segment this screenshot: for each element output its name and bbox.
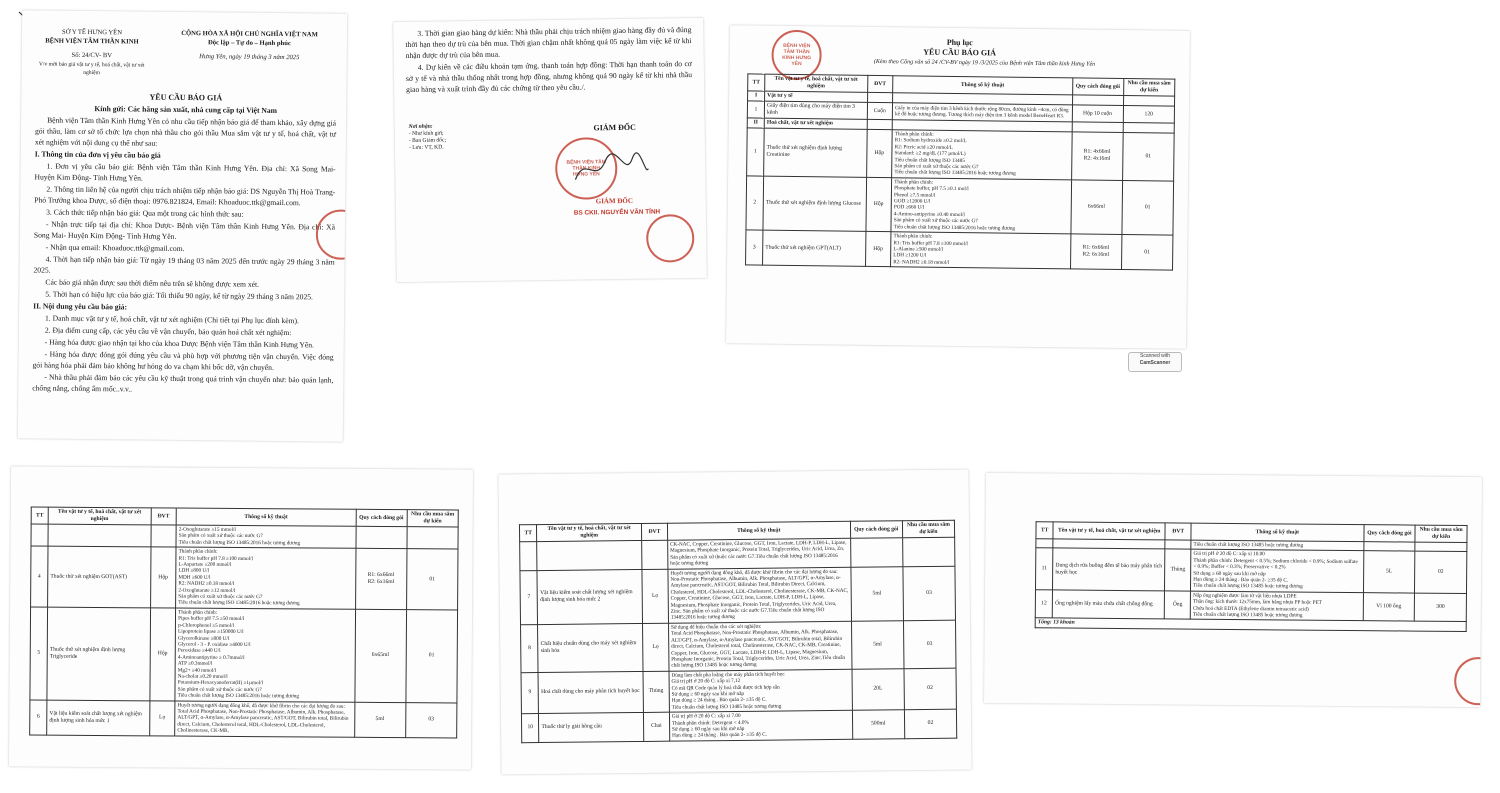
col-header-spec: Thông số kỹ thuật <box>176 508 355 526</box>
cell-spec: Thành phần chính: Pipes buffer pH 7.5 ≥50 mmol/l p-Chlorophenol ≥5 mmol/l Lipoprotein lipase ≥150000 U/l Glycerolkinase ≥800 U/l Glycerol - 3 - P. oxidase ≥4000 U/l Peroxidase ≥440 U/l 4-Aminoantipyrine ≥ 0.7mmol/l ATP ≥0.3mmol/l Mg2+ ≥40 mmol/l Na-cholat ≥0.20 mmol/l Potassium-Hexacyanoferrat(II) ≥1µmol/l Sản phẩm có xuất xứ thuộc các nước G7 Tiêu chuẩn chất lượng ISO 13485:2016 hoặc tương đương <box>175 608 355 702</box>
recipient-item: - Lưu: VT, KD. <box>408 144 444 151</box>
table-body <box>520 537 957 742</box>
cell-pack: 500ml <box>852 710 904 739</box>
cell-pack: Hộp 10 cuộn <box>1072 105 1123 123</box>
cell-qty: 03 <box>903 566 956 621</box>
cell-spec: 2-Oxoglutarate ≥15 mmol/l Sản phẩm có xuất xứ thuộc các nước G7 Tiêu chuẩn chất lượng ISO 13485:2016 hoặc tương đương <box>176 525 355 548</box>
addressee: Kính gửi: Các hãng sản xuất, nhà cung cấp tại Việt Nam <box>94 104 278 115</box>
cell-name: Thuốc thử xét nghiệm GOT(AST) <box>48 546 151 607</box>
table-body <box>746 91 1175 270</box>
paragraph: - Nhà thầu phải đảm bảo các yêu cầu kỹ thuật trong quá trình vận chuyển như: bảo quản lạnh, chống nắng, chống ẩm mốc..v.v.. <box>32 372 334 394</box>
col-header-qty: Nhu cầu mua sắm dự kiến <box>902 520 954 538</box>
requirements-table <box>519 520 957 743</box>
table-row <box>1035 590 1466 622</box>
cell-spec: Thành phần chính: Phosphate buffer, pH 7.5 ≥0.1 mol/l Phenol ≥7.5 mmol/l GOD ≥12000 U/l POD ≥660 U/l 4-Amino-antipyrine ≥0.40 mmol/l Sản phẩm có xuất xứ thuộc các nước G7 Tiêu chuẩn chất lượng ISO 13485:2016 hoặc tương đương <box>891 178 1071 234</box>
table-row <box>1035 548 1466 593</box>
signer-name: BS CKII. NGUYỄN VĂN TỈNH <box>573 208 661 217</box>
scanner-line2: CamScanner <box>1139 360 1171 366</box>
cell-tt: 3 <box>746 230 764 265</box>
cell-tt: 2 <box>746 176 764 230</box>
col-header-name: Tên vật tư y tế, hoá chất, vật tư xét nghiệm <box>1053 522 1165 540</box>
cell-tt: 6 <box>30 700 47 735</box>
cell-tt: 10 <box>521 714 539 743</box>
table-row <box>31 546 458 610</box>
cell-name: Thuốc thử xét nghiệm định lượng Creatinine <box>764 128 867 177</box>
cell-tt <box>520 542 538 571</box>
appendix-page-3 <box>498 470 971 775</box>
col-header-qty: Nhu cầu mua sắm dự kiến <box>1123 79 1174 97</box>
appendix-page-2 <box>9 466 473 769</box>
recipient-item: - Như kính gửi; <box>408 130 444 137</box>
scanner-line1: Scanned with <box>1139 353 1171 359</box>
cell-tt: 11 <box>1035 548 1053 590</box>
cell-pack: 5L <box>1363 551 1415 593</box>
col-header-name: Tên vật tư y tế, hoá chất, vật tư xét nghiệm <box>48 507 151 525</box>
cell-qty: 03 <box>903 620 956 668</box>
cell-qty: 01 <box>1121 235 1173 271</box>
paragraph: 4. Dự kiến về các điều khoản tạm ứng, thanh toán hợp đồng: Thời hạn thanh toán do cơ sở y tế và nhà thầu thống nhất trong hợp đồng, nhưng không quá 90 ngày kể từ khi nhà thầu giao hàng và xuất trình đầy đủ các chứng từ theo yêu cầu./. <box>405 59 693 95</box>
paragraph: 3. Cách thức tiếp nhận báo giá: Qua một trong các hình thức sau: <box>46 207 244 219</box>
col-header-unit: ĐVT <box>867 75 893 92</box>
issuer-hospital: BỆNH VIỆN TÂM THẦN KINH <box>45 37 139 46</box>
appendix-table-wrap <box>1035 521 1468 632</box>
appendix-table-wrap <box>745 73 1175 270</box>
doc-subject: V/v mời báo giá vật tư y tế, hoá chất, vật tư xét nghiệm <box>38 60 145 77</box>
paragraph: - Nhận trực tiếp tại địa chỉ: Khoa Dược- Bệnh viện Tâm thần Kinh Hưng Yên. Địa chỉ: Xã Song Mai- Huyện Kim Động- Tỉnh Hưng Yên. <box>33 219 336 241</box>
cell-unit: Hộp <box>865 177 891 232</box>
cell-spec: Dùng làm chất pha loãng cho máy phân tích huyết học Giá trị pH ở 20 độ C: xấp xỉ 7,12 Có mã QR Code quản lý hoá chất được tích hợp sẵn Sử dụng ≥ 60 ngày sau khi mở nắp Hạn dùng ≥ 24 tháng . Bảo quản 2- ≥35 độ C. Tiêu chuẩn chất lượng ISO 13485 hoặc tương đương <box>669 669 852 712</box>
signature-block <box>545 122 685 133</box>
letter-page-2 <box>393 18 707 282</box>
doc-number: Số: 24/CV- BV <box>71 51 113 60</box>
table-row <box>521 668 956 714</box>
cell-name: Vật liệu kiểm soát chất lượng xét nghiệm định lượng sinh hóa mức 1 <box>47 700 150 736</box>
cell-tt <box>31 524 48 546</box>
paragraph: Bệnh viện Tâm thần Kinh Hưng Yên có nhu cầu tiếp nhận báo giá để tham khảo, xây dựng giá gói thầu, làm cơ sở tổ chức lựa chọn nhà thầu cho gói thầu Mua sắm vật tư y tế, hoá chất, vật tư xét nghiệm với nội dung cụ thể như sau: <box>34 115 337 148</box>
cell-unit <box>867 119 893 129</box>
col-header-pack: Quy cách đóng gói <box>356 509 407 526</box>
cell-unit: Hộp <box>149 608 175 701</box>
col-header-pack: Quy cách đóng gói <box>850 521 902 539</box>
paragraph: 2. Thông tin liên hệ của người chịu trách nhiệm tiếp nhận báo giá: DS Nguyễn Thị Hoà Trang- Phó Trưởng khoa Dược, số điện thoại: 0976.821824, Email: Khoaduoc.ttk@gmail.com. <box>34 184 336 208</box>
paragraph: - Hàng hóa được giao nhận tại kho của khoa Dược Bệnh viện Tâm thần Kinh Hưng Yên. <box>44 337 315 350</box>
signer-title: GIÁM ĐỐC <box>593 122 636 133</box>
table-row <box>520 566 956 625</box>
cell-pack: 5ml <box>851 566 904 621</box>
cell-qty: 01 <box>406 610 458 703</box>
cell-pack: 20L <box>852 668 905 710</box>
letter-title: YÊU CẦU BÁO GIÁ <box>149 92 223 103</box>
nation-motto: Độc lập – Tự do – Hạnh phúc <box>207 38 291 47</box>
cell-spec: Huyết tương người dạng đông khô, đã được khử fibrin cho các đại lượng đo sau: Non-Prostatic Phosphatase, Albumin, Alk. Phosphatase, ALT/GPT, α-Amylase, α-Amylase pancreatic, AST/GOT, Bilirubin Total, Bilirubin Direct, Calcium, Cholesterol, HDL-Cholesterol, LDL-Cholesterol, Cholinesterase, CK-MB, CK-NAC, Copper, Creatinine, Glucose, GGT, Iron, Lactate, LDH-P, LDH-L, Lipase, Magnesium, Phosphate Inorganic, Protein Total, Triglycerides, Uric Acid, Urea, Zinc. Sản phẩm có xuất xứ thuộc các nước G7.Tiêu chuẩn chất lượng ISO 13485:2016 hoặc tương đương <box>668 567 851 623</box>
cell-tt: II <box>747 118 764 128</box>
paragraph: 2. Địa điểm cung cấp, các yêu cầu về vận chuyển, bảo quản hoá chất xét nghiệm: <box>44 325 292 338</box>
col-header-unit: ĐVT <box>641 523 667 540</box>
cell-pack: 5ml <box>851 621 904 669</box>
cell-pack <box>1363 542 1415 552</box>
recipients-block <box>409 123 447 152</box>
col-header-pack: Quy cách đóng gói <box>1072 78 1123 96</box>
cell-tt: 1 <box>747 101 764 118</box>
col-header-tt: TT <box>748 74 765 91</box>
table-row <box>746 230 1173 270</box>
cell-unit: Hộp <box>865 231 891 266</box>
cell-pack <box>355 526 406 549</box>
issuer-department: SỞ Y TẾ HƯNG YÊN <box>62 28 123 37</box>
cell-name: Dung dịch rửa buồng đếm tế bào máy phân tích huyết học <box>1053 548 1165 590</box>
cell-unit <box>1165 540 1191 550</box>
cell-tt: 9 <box>521 672 539 714</box>
col-header-tt: TT <box>1036 522 1053 539</box>
paragraph: - Nhận qua email: Khoaduoc.ttk@gmail.com. <box>45 242 185 254</box>
paragraph: - Hàng hóa được đóng gói đúng yêu cầu và phù hợp với phương tiện vận chuyển. Việc đóng gói hàng hóa phải đảm bảo không hư hỏng do va chạm khi bốc dỡ, vận chuyển. <box>32 349 334 372</box>
cell-spec: Giấy in của máy điện tim 3 kênh kích thước rộng 80cm, đường kính ~4cm, có đồng kê đô hoặc tương đương. Tương thích máy điện tim 3 kênh model BeneHeart R3. <box>892 103 1072 122</box>
requirements-table <box>29 507 459 739</box>
table-row <box>521 709 956 742</box>
cell-tt: 12 <box>1035 590 1052 619</box>
cell-pack: 5ml <box>354 702 405 737</box>
cell-name: Thuốc thử xét nghiệm định lượng Triglyceride <box>47 607 150 700</box>
cell-name: Chất hiệu chuẩn dùng cho máy xét nghiệm sinh hóa <box>538 623 643 672</box>
cell-tt <box>1036 539 1053 549</box>
cell-pack: 6x65ml <box>354 609 406 702</box>
partial-stamp <box>1454 657 1482 705</box>
cell-spec: Giá trị pH ở 20 độ C: xấp xỉ 10.00 Thành phần chính: Detergent < 0.5%; Sodium chloride < 0.9%; Sodium sulfate < 0.9%; Buffer < 0.3%; Preservative < 0.2% Sử dụng ≥ 60 ngày sau khi mở nắp Hạn dùng ≥ 24 tháng . Bảo quản 2- ≥35 độ C. Tiêu chuẩn chất lượng ISO 13485 hoặc tương đương <box>1191 550 1364 593</box>
requirements-table <box>745 73 1175 270</box>
cell-qty <box>1123 123 1174 134</box>
cell-name: Vật tư y tế <box>765 91 868 102</box>
cell-name: Giấy điện tim dùng cho máy điện tim 3 kênh <box>764 101 867 119</box>
cell-unit <box>867 92 893 102</box>
cell-unit: Hộp <box>866 129 892 177</box>
cell-tt: 5 <box>30 607 48 700</box>
col-header-qty: Nhu cầu mua sắm dự kiến <box>407 510 458 527</box>
cell-spec: Thành phần chính: R1: Sodium hydroxide ≥0.2 mol/L R2: Picric acid ≥20 mmol/L Standard: ≥2 mg/dL (177 µmol/L) Tiêu chuẩn chất lượng ISO 13485 Sản phẩm có xuất xứ thuộc các nước G7 Tiêu chuẩn chất lượng ISO 13485:2016 hoặc tương đương <box>892 130 1072 180</box>
stamp-text: BỆNH VIỆN TÂM THẦN KINH HƯNG YÊN <box>566 159 606 178</box>
col-header-spec: Thông số kỹ thuật <box>667 521 850 540</box>
cell-unit: Thùng <box>643 671 670 713</box>
issuer-block <box>32 28 153 78</box>
cell-spec: Huyết tương người dạng đông khô, đã được khử fibrin cho các đại lượng đo sau: Total Acid Phosphatase, Non-Prostatic Phosphatase, Albumin, Alk. Phosphatase, ALT/GPT, α-Amylase, α-Amylase pancreatic, AST/GOT, Bilirubin total, Bilirubin direct, Calcium, Cholesterol total, HDL-Cholesterol, LDL-Cholesterol, Cholinesterase, CK-MB, <box>175 701 355 737</box>
letter-page-1 <box>18 10 347 441</box>
cell-unit: Cuộn <box>867 102 893 119</box>
paragraph: 5. Thời hạn có hiệu lực của báo giá: Tối thiểu 90 ngày, kể từ ngày 29 tháng 3 năm 2025. <box>45 289 314 302</box>
section-heading: I. Thông tin của đơn vị yêu cầu báo giá <box>34 149 161 160</box>
cell-unit: Hộp <box>150 547 176 608</box>
cell-name <box>48 524 151 547</box>
cell-name: Thuốc thử ly giải hồng cầu <box>539 713 644 743</box>
appendix-subtitle: YÊU CẦU BÁO GIÁ <box>923 47 997 58</box>
paragraph: 3. Thời gian giao hàng dự kiến: Nhà thầu phải chịu trách nhiệm giao hàng đầy đủ và đúng thời hạn theo dự trù của bên mua. Thời gian chậm nhất không quá 05 ngày làm việc kể từ khi nhận được dự trù của bên mua. <box>405 25 692 61</box>
col-header-spec: Thông số kỹ thuật <box>1191 523 1364 542</box>
paragraph: 1. Đơn vị yêu cầu báo giá: Bệnh viện Tâm thần Kinh Hưng Yên. Địa chỉ: Xã Song Mai- Huyện Kim Động- Tỉnh Hưng Yên. <box>34 161 336 183</box>
letter-body-continued <box>405 24 692 96</box>
cell-pack: R1: 6x66ml R2: 6x16ml <box>355 549 407 610</box>
table-body <box>30 524 458 738</box>
cell-qty: 02 <box>904 668 957 710</box>
col-header-pack: Quy cách đóng gói <box>1363 525 1415 542</box>
cell-spec: Thành phần chính: R1: Tris buffer pH 7.8 ≥100 mmol/l L-Aspartate ≥200 mmol/l LDH ≥800 U/l MDH ≥600 U/l R2: NADH2 ≥0.18 mmol/l 2-Oxoglutarate ≥12 mmol/l Sản phẩm có xuất xứ thuộc các nước G7 Tiêu chuẩn chất lượng ISO 13485:2016 hoặc tương đương <box>176 547 356 609</box>
cell-spec: Thành phần chính: R1: Tris buffer pH 7.8 ≥100 mmol/l L-Alanine ≥500 mmol/l LDH ≥1200 U/l R2: NADH2 ≥0.18 mmol/l <box>891 232 1071 269</box>
col-header-unit: ĐVT <box>1165 523 1191 540</box>
signature-scribble <box>570 149 651 190</box>
cell-qty: 02 <box>1415 551 1467 593</box>
cell-qty <box>1123 96 1174 107</box>
cell-pack: Vỉ 100 ống <box>1363 592 1415 621</box>
cell-name: Thuốc thử xét nghiệm GPT(ALT) <box>763 230 866 266</box>
letter-header <box>32 28 337 77</box>
cell-tt: 1 <box>747 128 765 176</box>
cell-unit <box>151 525 177 547</box>
col-header-qty: Nhu cầu mua sắm dự kiến <box>1415 525 1467 542</box>
cell-qty: 300 <box>1414 593 1466 622</box>
total-count: Tổng: 13 khoản <box>1035 618 1466 632</box>
table-row <box>521 620 956 672</box>
cell-qty: 120 <box>1123 106 1174 124</box>
stamp-signer-title: GIÁM ĐỐC <box>595 196 633 206</box>
nation-block <box>162 30 337 63</box>
paragraph: Các báo giá nhận được sau thời điểm nêu trên sẽ không được xem xét. <box>45 277 260 289</box>
place-date: Hưng Yên, ngày 19 tháng 3 năm 2025 <box>199 53 300 62</box>
cell-qty: 01 <box>1122 180 1174 235</box>
col-header-spec: Thông số kỹ thuật <box>893 76 1073 95</box>
partial-stamp <box>646 214 695 263</box>
appendix-page-4 <box>984 473 1482 707</box>
cell-pack: R1: 4x66ml R2: 4x16ml <box>1071 132 1123 180</box>
cell-qty: 01 <box>406 549 458 610</box>
camscanner-badge <box>1128 352 1182 372</box>
appendix-title: Phụ lục <box>946 37 973 48</box>
cell-pack: R1: 6x66ml R2: 6x16ml <box>1070 234 1122 270</box>
cell-spec: Nắp ống nghiệm được làm từ vật liệu nhựa LDPE Thân ống: kích thước 12x75mm, làm bằng nhựa PP hoặc PET Chứa hoá chất EDTA (Ethylene diamin tetraacetic acid) Tiêu chuẩn chất lượng ISO 13485 hoặc tương đương <box>1190 591 1363 621</box>
cell-name: Hoá chất, vật tư xét nghiệm <box>764 118 867 129</box>
cell-name: Thuốc thử xét nghiệm định lượng Glucose <box>763 176 866 231</box>
requirements-table <box>1035 521 1468 632</box>
cell-spec: CK-NAC, Copper, Creatinine, Glucose, GGT, Iron, Lactate, LDH-P, LDH-L, Lipase, Magnesium, Phosphate Inorganic, Protein Total, Triglycerides, Uric Acid, Urea, Zn. Sản phẩm có xuất xứ thuộc các nước G7.Tiêu chuẩn chất lượng ISO 13485:2016 hoặc tương đương <box>668 538 851 569</box>
cell-tt: 7 <box>520 570 538 624</box>
col-header-name: Tên vật tư y tế, hoá chất, vật tư xét nghiệm <box>537 523 642 541</box>
table-row <box>747 128 1175 181</box>
cell-qty <box>902 537 955 566</box>
table-row <box>30 700 457 738</box>
cell-qty: 02 <box>904 709 957 738</box>
cell-unit <box>641 540 667 569</box>
cell-spec: Giá trị pH ở 20 độ C: xấp xỉ 7.00 Thành phần chính: Detergent < 4.0% Sử dụng ≥ 60 ngày sau khi mở nắp Hạn dùng ≥ 24 tháng . Bảo quản 2- ≥35 độ C. <box>669 710 852 741</box>
section-heading: II. Nội dung yêu cầu báo giá: <box>33 301 128 312</box>
cell-name <box>537 540 642 570</box>
table-body <box>1035 539 1467 622</box>
cell-tt: I <box>748 91 765 101</box>
table-row <box>30 607 458 703</box>
cell-spec: Tiêu chuẩn chất lượng ISO 13485 hoặc tương đương <box>1191 540 1363 551</box>
table-row <box>31 524 458 549</box>
cell-name: Hoá chất dùng cho máy phân tích huyết học <box>538 671 643 714</box>
cell-unit: Thùng <box>1165 549 1191 591</box>
col-header-name: Tên vật tư y tế, hoá chất, vật tư xét nghiệm <box>765 74 868 92</box>
letter-body <box>32 90 336 397</box>
nation-title: CỘNG HÒA XÃ HỘI CHỦ NGHĨA VIỆT NAM <box>181 29 318 39</box>
col-header-tt: TT <box>519 525 537 542</box>
cell-qty: 03 <box>405 702 457 737</box>
cell-name: Vật liệu kiểm soát chất lượng xét nghiệm định lượng sinh hóa mức 2 <box>537 569 642 624</box>
table-row <box>746 176 1174 235</box>
cell-tt: 4 <box>31 546 49 607</box>
cell-tt: 8 <box>521 624 539 672</box>
appendix-table-wrap <box>29 507 459 739</box>
cell-qty <box>407 527 458 550</box>
paragraph: 4. Thời hạn tiếp nhận báo giá: Từ ngày 19 tháng 03 năm 2025 đến trước ngày 29 tháng 3 năm 2025. <box>33 254 335 275</box>
cell-pack: 6x66ml <box>1070 180 1122 235</box>
table-row <box>520 537 955 570</box>
appendix-reference: (Kèm theo Công văn số 24 /CV-BV ngày 19 /3/2025 của Bệnh viện Tâm thần kinh Hưng Yên <box>873 58 1096 68</box>
cell-pack <box>1072 95 1123 106</box>
appendix-table-wrap <box>519 520 957 743</box>
cell-qty <box>1415 542 1467 552</box>
recipients-title: Nơi nhận: <box>408 123 433 130</box>
stamp-text: BỆNH VIỆN TÂM THẦN KINH HƯNG YÊN <box>782 42 812 68</box>
cell-pack <box>850 538 902 567</box>
cell-unit: Lọ <box>149 700 175 735</box>
cell-unit: Ống <box>1165 591 1191 620</box>
cell-unit: Lọ <box>642 623 669 671</box>
cell-qty: 01 <box>1122 133 1174 181</box>
cell-unit: Chai <box>643 712 669 741</box>
cell-pack <box>1072 122 1123 133</box>
recipient-item: - Ban Giám đốc; <box>408 137 447 144</box>
col-header-tt: TT <box>31 507 48 524</box>
cell-unit: Lọ <box>642 569 669 624</box>
col-header-unit: ĐVT <box>151 508 177 525</box>
paragraph: 1. Danh mục vật tư y tế, hoá chất, vật tư xét nghiệm (Chi tiết tại Phụ lục đính kèm). <box>44 313 299 326</box>
cell-name: Ống nghiệm lấy máu chứa chất chống đông <box>1052 590 1164 620</box>
cell-spec: Sử dụng để hiệu chuẩn cho các xét nghiệm: Total Acid Phosphatase, Non-Prostatic Phosphatase, Albumin, Alk. Phosphatase, ALT/GPT, α-Amylase, α-Amylase pancreatic, AST/GOT, Bilirubin total, Bilirubin direct, Calcium, Cholesterol total, Cholinesterase, CK-NAC, CK-MB, Creatinine, Copper, Iron, Glucose, GGT, Lactate, LDH-P, LDH-L, Lipase, Magnesium, Phosphate Inorganic, Protein Total, Triglycerides, Uric Acid, Urea, Zinc.Tiêu chuẩn chất lượng ISO 13485 hoặc tương đương <box>668 621 851 671</box>
appendix-page-1 <box>726 25 1190 349</box>
